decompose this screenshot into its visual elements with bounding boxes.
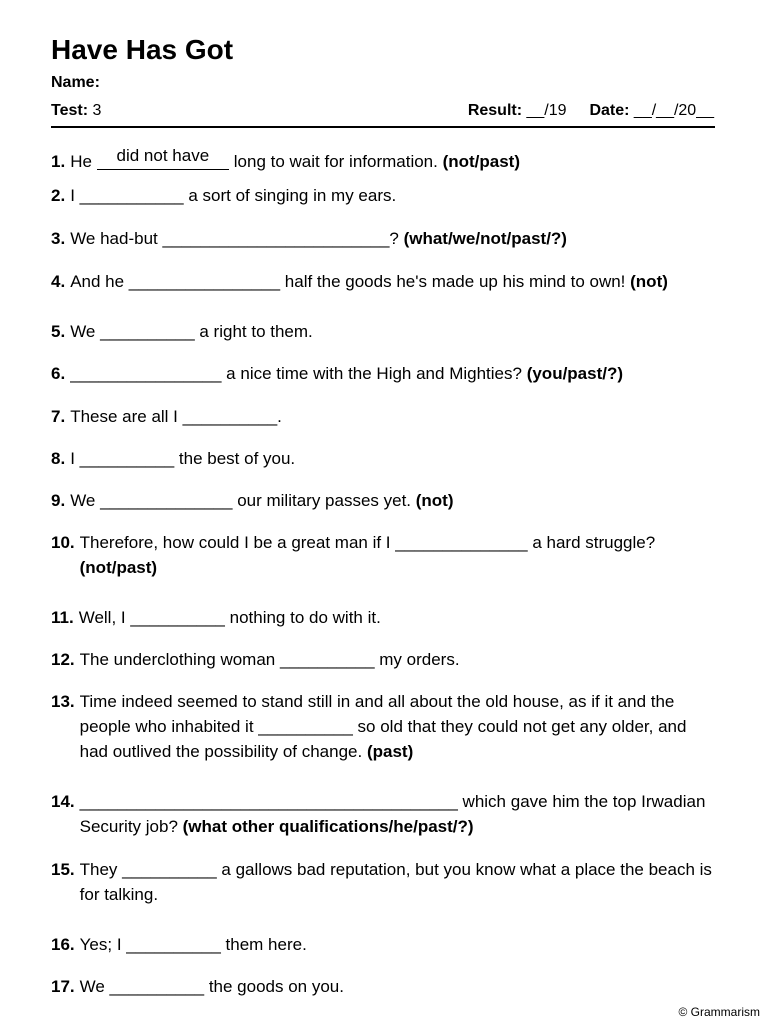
question-text: He did not have long to wait for information. (not/past) xyxy=(70,149,718,174)
question-text: These are all I __________. xyxy=(70,407,282,426)
question-number: 10. xyxy=(51,533,75,552)
grammar-hint: (past) xyxy=(366,742,414,761)
question-number: 16. xyxy=(51,935,75,954)
question-number: 9. xyxy=(51,491,66,510)
question-text: ________________________________________ which gave him the top Irwadian Security job? (what other qualifications/he/past/?) xyxy=(79,792,706,836)
question-number: 15. xyxy=(51,860,75,879)
test-number xyxy=(51,101,101,121)
question-item xyxy=(51,488,718,513)
result-label: Result: xyxy=(467,102,523,119)
question-text: Well, I __________ nothing to do with it. xyxy=(78,608,381,627)
question-text: And he ________________ half the goods he's made up his mind to own! (not) xyxy=(70,272,668,291)
question-number: 17. xyxy=(51,977,75,996)
result-value: __/19 xyxy=(526,102,567,119)
question-number: 1. xyxy=(51,152,66,171)
grammar-hint: (what other qualifications/he/past/?) xyxy=(182,817,474,836)
question-text: I __________ the best of you. xyxy=(70,449,296,468)
question-text: The underclothing woman __________ my orders. xyxy=(79,650,460,669)
question-item xyxy=(51,404,718,429)
question-item xyxy=(51,146,718,174)
grammar-hint: (not) xyxy=(415,491,454,510)
grammar-hint: (not) xyxy=(630,272,668,291)
question-item xyxy=(51,183,718,208)
question-number: 11. xyxy=(51,608,74,627)
question-text: Yes; I __________ them here. xyxy=(79,935,307,954)
test-info-row xyxy=(51,101,714,121)
question-item xyxy=(51,319,718,344)
question-text: I ___________ a sort of singing in my ears. xyxy=(70,186,397,205)
question-number: 13. xyxy=(51,692,75,711)
question-item xyxy=(51,605,718,630)
test-label: Test: xyxy=(51,102,89,119)
question-number: 12. xyxy=(51,650,75,669)
question-item xyxy=(51,269,718,294)
question-number: 7. xyxy=(51,407,66,426)
question-number: 4. xyxy=(51,272,66,291)
name-field xyxy=(51,73,714,93)
question-text: We __________ a right to them. xyxy=(70,322,313,341)
date-value: __/__/20__ xyxy=(633,102,714,119)
name-label: Name: xyxy=(51,74,100,91)
answer-blank-filled xyxy=(97,146,229,174)
test-value: 3 xyxy=(92,102,102,119)
question-item xyxy=(51,974,718,999)
question-item xyxy=(51,226,718,251)
page-title: Have Has Got xyxy=(51,34,234,65)
question-item xyxy=(51,789,718,839)
grammar-hint: (you/past/?) xyxy=(526,364,624,383)
copyright-notice: © Grammarism xyxy=(678,1005,760,1019)
question-item xyxy=(51,647,718,672)
question-item xyxy=(51,530,718,580)
question-number: 8. xyxy=(51,449,66,468)
grammar-hint: (what/we/not/past/?) xyxy=(403,229,567,248)
question-number: 14. xyxy=(51,792,75,811)
question-text: Therefore, how could I be a great man if I ______________ a hard struggle? (not/past) xyxy=(79,533,656,577)
question-text: Time indeed seemed to stand still in and all about the old house, as if it and the people who inhabited it __________ so old that they could not get any older, and had outlived the possibility of change. (past) xyxy=(79,692,687,761)
question-text: We ______________ our military passes yet. (not) xyxy=(70,491,454,510)
question-item xyxy=(51,361,718,386)
question-number: 2. xyxy=(51,186,66,205)
header-divider xyxy=(51,126,715,128)
question-number: 5. xyxy=(51,322,66,341)
example-answer: did not have xyxy=(116,146,210,165)
question-text: They __________ a gallows bad reputation, but you know what a place the beach is for talking. xyxy=(79,860,712,904)
question-text: ________________ a nice time with the High and Mighties? (you/past/?) xyxy=(70,364,624,383)
question-item xyxy=(51,932,718,957)
question-list xyxy=(51,146,718,1016)
question-number: 3. xyxy=(51,229,66,248)
question-text: We had-but ________________________? (what/we/not/past/?) xyxy=(70,229,567,248)
grammar-hint: (not/past) xyxy=(442,152,521,171)
question-item xyxy=(51,446,718,471)
date-label: Date: xyxy=(589,102,630,119)
question-text: We __________ the goods on you. xyxy=(79,977,344,996)
question-item xyxy=(51,689,718,764)
question-item xyxy=(51,857,718,907)
grammar-hint: (not/past) xyxy=(79,558,158,577)
result-date xyxy=(468,101,714,121)
question-number: 6. xyxy=(51,364,66,383)
